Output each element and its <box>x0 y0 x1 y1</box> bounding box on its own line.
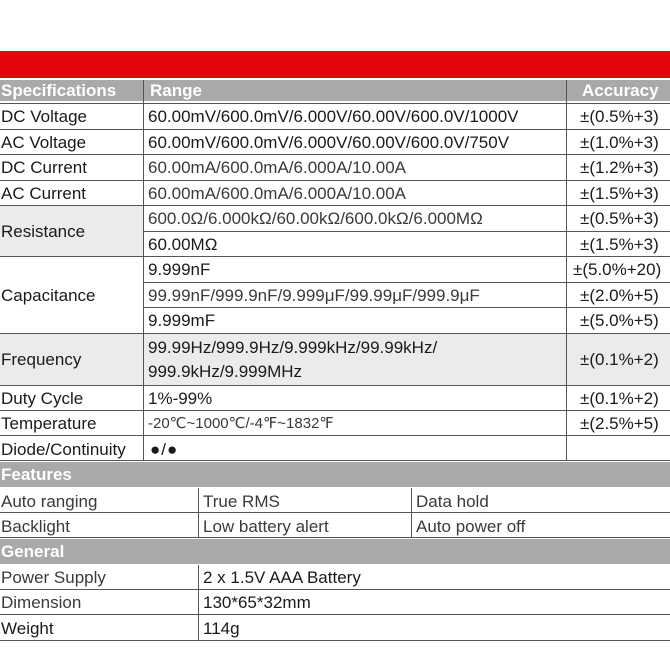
acc-capacitance-2: ±(2.0%+5) <box>580 286 659 305</box>
rule <box>144 282 670 283</box>
acc-ac-current: ±(1.5%+3) <box>580 184 659 203</box>
value-dimension: 130*65*32mm <box>203 593 311 612</box>
range-frequency-line1: 99.99Hz/999.9Hz/9.999kHz/99.99kHz/ <box>148 338 438 357</box>
rule <box>0 180 670 181</box>
features-header <box>0 462 670 487</box>
label-dc-voltage: DC Voltage <box>1 107 87 126</box>
label-dc-current: DC Current <box>1 158 87 177</box>
acc-duty-cycle: ±(0.1%+2) <box>580 389 659 408</box>
range-duty-cycle: 1%-99% <box>148 389 213 408</box>
label-diode-continuity: Diode/Continuity <box>1 440 126 459</box>
general-header <box>0 539 670 564</box>
label-dimension: Dimension <box>1 593 82 612</box>
label-power-supply: Power Supply <box>1 568 106 587</box>
acc-dc-voltage: ±(0.5%+3) <box>580 107 659 126</box>
range-frequency-line2: 999.9kHz/9.999MHz <box>148 362 303 381</box>
acc-capacitance-1: ±(5.0%+20) <box>573 260 662 279</box>
label-resistance: Resistance <box>1 222 86 241</box>
general-title: General <box>1 542 65 561</box>
rule <box>0 103 670 104</box>
acc-resistance-1: ±(0.5%+3) <box>580 209 659 228</box>
range-resistance-1: 600.0Ω/6.000kΩ/60.00kΩ/600.0kΩ/6.000MΩ <box>148 209 483 228</box>
rule <box>0 205 670 206</box>
range-resistance-2: 60.00MΩ <box>148 235 218 254</box>
label-weight: Weight <box>1 619 54 638</box>
label-capacitance: Capacitance <box>1 286 96 305</box>
range-ac-current: 60.00mA/600.0mA/6.000A/10.00A <box>148 184 407 203</box>
vline <box>143 80 144 461</box>
rule <box>0 154 670 155</box>
rule <box>144 231 670 232</box>
rule <box>0 460 670 461</box>
rule <box>0 614 670 615</box>
rule <box>0 640 670 641</box>
rule <box>0 410 670 411</box>
header-range: Range <box>150 81 202 100</box>
range-capacitance-1: 9.999nF <box>148 260 211 279</box>
acc-frequency: ±(0.1%+2) <box>580 350 659 369</box>
value-weight: 114g <box>203 619 240 638</box>
vline <box>198 565 199 641</box>
label-temperature: Temperature <box>1 414 97 433</box>
header-accuracy: Accuracy <box>582 81 659 100</box>
rule <box>0 129 670 130</box>
label-ac-voltage: AC Voltage <box>1 133 87 152</box>
rule <box>0 333 670 334</box>
range-dc-current: 60.00mA/600.0mA/6.000A/10.00A <box>148 158 407 177</box>
label-duty-cycle: Duty Cycle <box>1 389 84 408</box>
feature-auto-ranging: Auto ranging <box>1 492 98 511</box>
feature-true-rms: True RMS <box>203 492 280 511</box>
feature-backlight: Backlight <box>1 517 70 536</box>
label-ac-current: AC Current <box>1 184 87 203</box>
acc-capacitance-3: ±(5.0%+5) <box>580 311 659 330</box>
diode-continuity-symbols: ●/● <box>150 440 179 459</box>
vline <box>198 488 199 538</box>
acc-resistance-2: ±(1.5%+3) <box>580 235 659 254</box>
acc-temperature: ±(2.5%+5) <box>580 414 659 433</box>
feature-low-battery-alert: Low battery alert <box>203 517 329 536</box>
vline <box>566 80 567 461</box>
acc-dc-current: ±(1.2%+3) <box>580 158 659 177</box>
features-title: Features <box>1 465 72 484</box>
value-power-supply: 2 x 1.5V AAA Battery <box>203 568 361 587</box>
header-specifications: Specifications <box>1 81 117 100</box>
rule <box>144 307 670 308</box>
range-dc-voltage: 60.00mV/600.0mV/6.000V/60.00V/600.0V/1000V <box>148 107 519 126</box>
acc-ac-voltage: ±(1.0%+3) <box>580 133 659 152</box>
vline <box>411 488 412 538</box>
rule <box>0 589 670 590</box>
rule <box>0 512 670 513</box>
rule <box>0 435 670 436</box>
range-ac-voltage: 60.00mV/600.0mV/6.000V/60.00V/600.0V/750V <box>148 133 510 152</box>
range-temperature: -20℃~1000℃/-4℉~1832℉ <box>148 415 334 432</box>
feature-data-hold: Data hold <box>416 492 489 511</box>
range-capacitance-2: 99.99nF/999.9nF/9.999μF/99.99μF/999.9μF <box>148 286 480 305</box>
feature-auto-power-off: Auto power off <box>416 517 526 536</box>
rule <box>0 256 670 257</box>
rule <box>0 537 670 538</box>
rule <box>0 385 670 386</box>
label-frequency: Frequency <box>1 350 82 369</box>
red-title-bar <box>0 51 670 78</box>
range-capacitance-3: 9.999mF <box>148 311 216 330</box>
